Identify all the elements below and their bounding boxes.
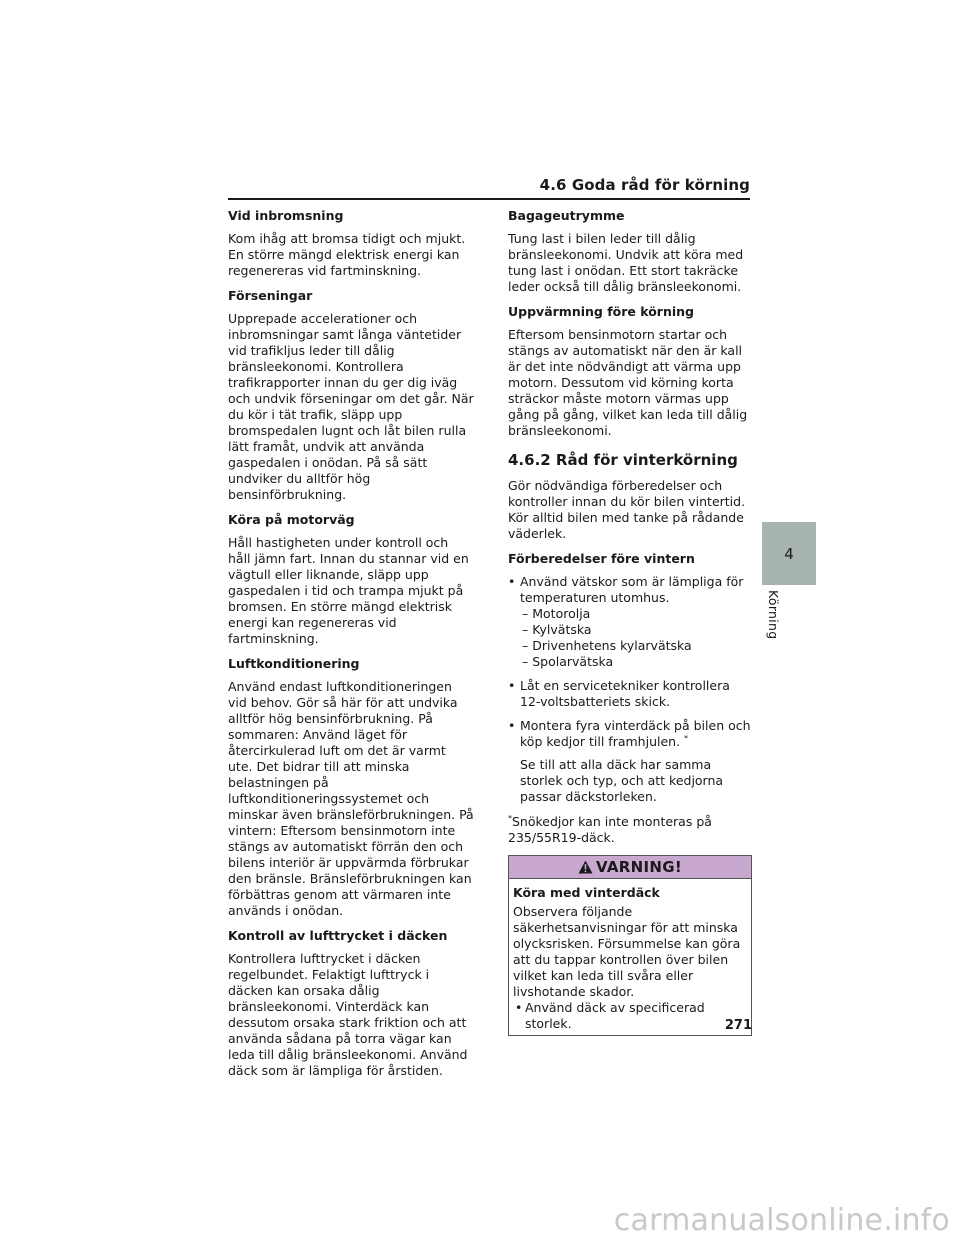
paragraph-tire-pressure: Kontrollera lufttrycket i däcken regelbundet. Felaktigt lufttryck i däcken kan orsaka dålig bränsleekonomi. Vinterdäck kan dessutom orsaka stark friktion och att använda sådana på torra vägar kan leda till dålig bränsleekonomi. Använd däck som är lämpliga för årstiden.	[228, 951, 468, 1078]
bullet-winter-tires-text: Montera fyra vinterdäck på bilen och köp kedjor till framhjulen.	[520, 718, 751, 749]
chapter-name: Körning	[766, 590, 781, 640]
warning-heading: Köra med vinterdäck	[513, 885, 660, 900]
paragraph-preheat: Eftersom bensinmotorn startar och stängs av automatiskt när den är kall är det inte nödvändigt att värma upp motorn. Dessutom vid körning korta sträckor måste motorn värmas upp gång på gång, vilket kan leda till dålig bränsleekonomi.	[508, 327, 748, 438]
warning-title: VARNING!	[596, 858, 682, 876]
section-title-winter: 4.6.2 Råd för vinterkörning	[508, 451, 738, 469]
warning-bullet: • Använd däck av specificerad storlek.	[513, 1000, 747, 1032]
warning-triangle-icon	[578, 860, 593, 874]
chapter-number: 4	[784, 544, 794, 563]
warning-text: Observera följande säkerhetsanvisningar för att minska olycksrisken. Försummelse kan göra att du tappar kontrollen över bilen vilket kan leda till svåra eller livshotande skador.	[513, 904, 741, 999]
heading-air-conditioning: Luftkonditionering	[228, 656, 360, 671]
list-item	[522, 654, 752, 670]
paragraph-winter-intro: Gör nödvändiga förberedelser och kontroller innan du kör bilen vintertid. Kör alltid bilen med tanke på rådande väderlek.	[508, 478, 746, 541]
paragraph-braking: Kom ihåg att bromsa tidigt och mjukt. En större mängd elektrisk energi kan regenereras vid fartminskning.	[228, 231, 466, 278]
paragraph-delays: Upprepade accelerationer och inbromsningar samt långa väntetider vid trafikljus leder till dålig bränsleekonomi. Kontrollera trafikrapporter innan du ger dig iväg och undvik förseningar om det går. När du kör i tät trafik, släpp upp bromspedalen lugnt och låt bilen rulla lätt framåt, undvik att använda gaspedalen i onödan. På så sätt undviker du alltför hög bensinförbrukning.	[228, 311, 474, 502]
paragraph-air-conditioning: Använd endast luftkonditioneringen vid behov. Gör så här för att undvika alltför hög bensinförbrukning. På sommaren: Använd läget för återcirkulerad luft om det är varmt ute. Det bidrar till att minska belastningen på luftkonditioneringssystemet och minskar även bränsleförbrukningen. På vintern: Eftersom bensinmotorn inte stängs av automatiskt förrän den och bilens interiör är uppvärmda förbrukar den bränsle. Bränsleförbrukningen kan förbättras genom att värmaren inte används i onödan.	[228, 679, 474, 918]
heading-highway: Köra på motorväg	[228, 512, 355, 527]
list-item	[522, 606, 752, 622]
chapter-tab	[762, 522, 816, 585]
bullet-winter-tires-extra: Se till att alla däck har samma storlek och typ, och att kedjorna passar däckstorleken.	[520, 757, 724, 804]
winter-prep-list	[508, 574, 752, 805]
warning-box	[508, 855, 752, 1036]
heading-winter-prep: Förberedelser före vintern	[508, 551, 695, 566]
list-item	[522, 622, 752, 638]
page-number: 271	[724, 1018, 752, 1033]
warning-header	[509, 856, 751, 879]
list-item	[508, 574, 752, 670]
watermark: carmanualsonline.info	[613, 1203, 950, 1238]
heading-braking: Vid inbromsning	[228, 208, 344, 223]
footnote	[508, 814, 752, 846]
fluid-washer: Spolarvätska	[532, 654, 614, 669]
fluids-list	[520, 606, 752, 670]
section-header-title: 4.6 Goda råd för körning	[539, 176, 750, 194]
paragraph-luggage: Tung last i bilen leder till dålig bränsleekonomi. Undvik att köra med tung last i onödan. Ett stort takräcke leder också till dålig bränsleekonomi.	[508, 231, 744, 294]
heading-tire-pressure: Kontroll av lufttrycket i däcken	[228, 928, 448, 943]
right-column	[508, 208, 752, 1036]
heading-preheat: Uppvärmning före körning	[508, 304, 694, 319]
list-item	[508, 678, 752, 710]
bullet-battery-text: Låt en servicetekniker kontrollera 12-voltsbatteriets skick.	[520, 678, 730, 709]
fluid-drive-unit-coolant: Drivenhetens kylarvätska	[532, 638, 692, 653]
fluid-coolant: Kylvätska	[532, 622, 592, 637]
paragraph-highway: Håll hastigheten under kontroll och håll jämn fart. Innan du stannar vid en vägtull eller liknande, släpp upp gaspedalen i tid och trampa mjukt på bromsen. En större mängd elektrisk energi kan regenereras vid fartminskning.	[228, 535, 469, 646]
footnote-marker: *	[684, 733, 689, 743]
list-item	[522, 638, 752, 654]
bullet-fluids-text: Använd vätskor som är lämpliga för temperaturen utomhus.	[520, 574, 744, 605]
footnote-marker: *	[508, 813, 512, 823]
header-rule	[228, 198, 750, 200]
heading-luggage: Bagageutrymme	[508, 208, 625, 223]
list-item	[508, 718, 752, 805]
heading-delays: Förseningar	[228, 288, 313, 303]
left-column	[228, 208, 474, 1088]
warning-body	[509, 879, 751, 1035]
fluid-engine-oil: Motorolja	[532, 606, 591, 621]
footnote-text: Snökedjor kan inte monteras på 235/55R19-däck.	[508, 814, 712, 845]
